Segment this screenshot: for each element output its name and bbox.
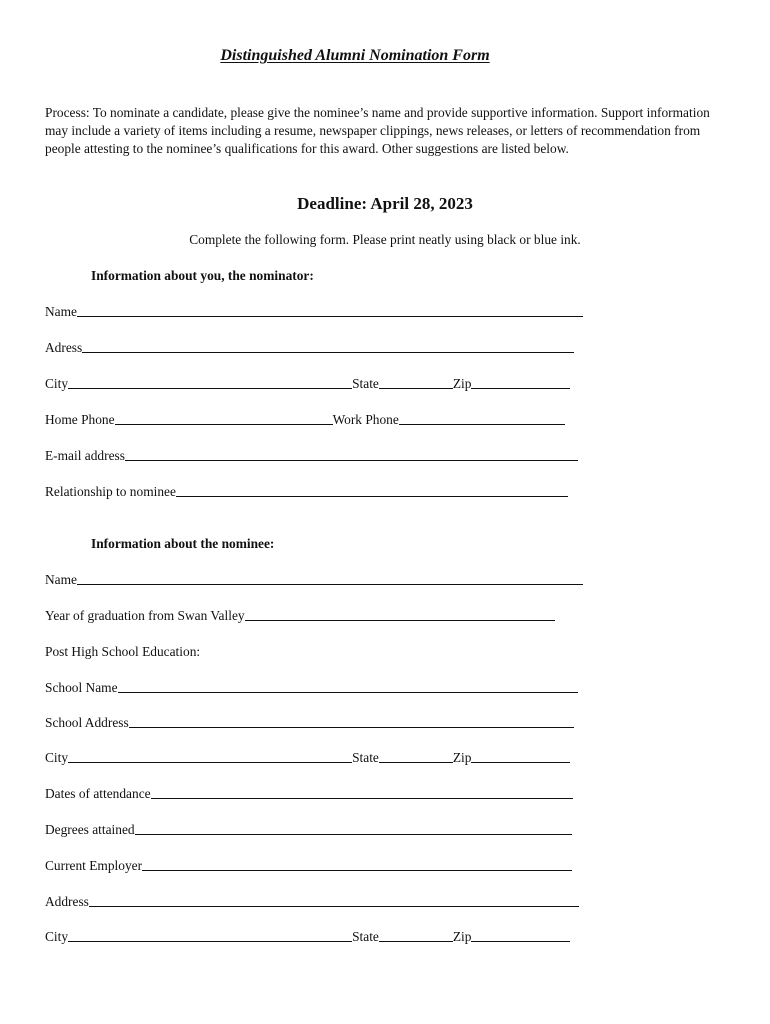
nominator-address-row (45, 336, 574, 356)
nominator-address-field[interactable] (82, 338, 574, 353)
email-field[interactable] (125, 446, 578, 461)
graduation-label: Year of graduation from Swan Valley (45, 608, 245, 623)
nominator-phone-row (45, 408, 565, 428)
employer-label: Current Employer (45, 858, 143, 873)
post-hs-label: Post High School Education: (45, 644, 201, 659)
nominee-state-field[interactable] (379, 748, 453, 763)
nominator-zip-field[interactable] (471, 374, 570, 389)
employer-address-row (45, 890, 579, 910)
nominee-city-row (45, 746, 570, 766)
nominator-city-field[interactable] (68, 374, 352, 389)
nominator-state-label: State (352, 376, 379, 391)
nominee-state-label: State (352, 750, 379, 765)
employer-zip-field[interactable] (471, 927, 570, 942)
nominator-city-row (45, 372, 570, 392)
nominee-name-label: Name (45, 572, 77, 587)
school-address-row (45, 711, 574, 731)
school-name-field[interactable] (118, 678, 578, 693)
employer-city-label: City (45, 929, 69, 944)
graduation-row (45, 604, 555, 624)
degrees-label: Degrees attained (45, 822, 135, 837)
relationship-label: Relationship to nominee (45, 484, 176, 499)
nominee-name-field[interactable] (77, 570, 583, 585)
employer-state-field[interactable] (379, 927, 453, 942)
employer-row (45, 854, 572, 874)
nominator-relationship-row (45, 480, 568, 500)
nominator-city-label: City (45, 376, 69, 391)
process-paragraph: Process: To nominate a candidate, please give the nominee’s name and provide supportive information. Support information may include a variety of items including a resume, newspaper clippings, news releases, or letters of recommendation from people attesting to the nominee’s qualifications for this award. Other suggestions are listed below. (45, 105, 710, 156)
school-name-row (45, 676, 578, 696)
nominator-address-label: Adress (45, 340, 83, 355)
employer-address-field[interactable] (89, 892, 579, 907)
nominee-zip-field[interactable] (471, 748, 570, 763)
nominee-name-row (45, 568, 583, 588)
employer-address-label: Address (45, 894, 89, 909)
nominator-section-heading: Information about you, the nominator: (91, 268, 314, 283)
dates-row (45, 782, 573, 802)
degrees-row (45, 818, 572, 838)
nominator-zip-label: Zip (452, 376, 472, 391)
home-phone-field[interactable] (115, 410, 333, 425)
employer-city-row (45, 925, 570, 945)
nominee-zip-label: Zip (452, 750, 472, 765)
degrees-field[interactable] (135, 820, 572, 835)
dates-label: Dates of attendance (45, 786, 151, 801)
employer-zip-label: Zip (452, 929, 472, 944)
school-address-label: School Address (45, 715, 129, 730)
relationship-field[interactable] (176, 482, 568, 497)
employer-field[interactable] (142, 856, 572, 871)
school-address-field[interactable] (129, 713, 574, 728)
nominee-city-label: City (45, 750, 69, 765)
employer-city-field[interactable] (68, 927, 352, 942)
employer-state-label: State (352, 929, 379, 944)
nominator-name-row (45, 300, 583, 320)
nominator-state-field[interactable] (379, 374, 453, 389)
nominator-name-label: Name (45, 304, 77, 319)
nominator-email-row (45, 444, 578, 464)
form-title: Distinguished Alumni Nomination Form (220, 47, 490, 64)
deadline-heading: Deadline: April 28, 2023 (297, 194, 473, 213)
home-phone-label: Home Phone (45, 412, 115, 427)
nominee-city-field[interactable] (68, 748, 352, 763)
email-label: E-mail address (45, 448, 125, 463)
instructions-text: Complete the following form. Please print neatly using black or blue ink. (189, 232, 581, 247)
graduation-field[interactable] (245, 606, 555, 621)
dates-field[interactable] (151, 784, 573, 799)
post-hs-row (45, 640, 200, 660)
work-phone-label: Work Phone (332, 412, 399, 427)
nominator-name-field[interactable] (77, 302, 583, 317)
school-name-label: School Name (45, 680, 118, 695)
work-phone-field[interactable] (399, 410, 565, 425)
nominee-section-heading: Information about the nominee: (91, 536, 275, 551)
